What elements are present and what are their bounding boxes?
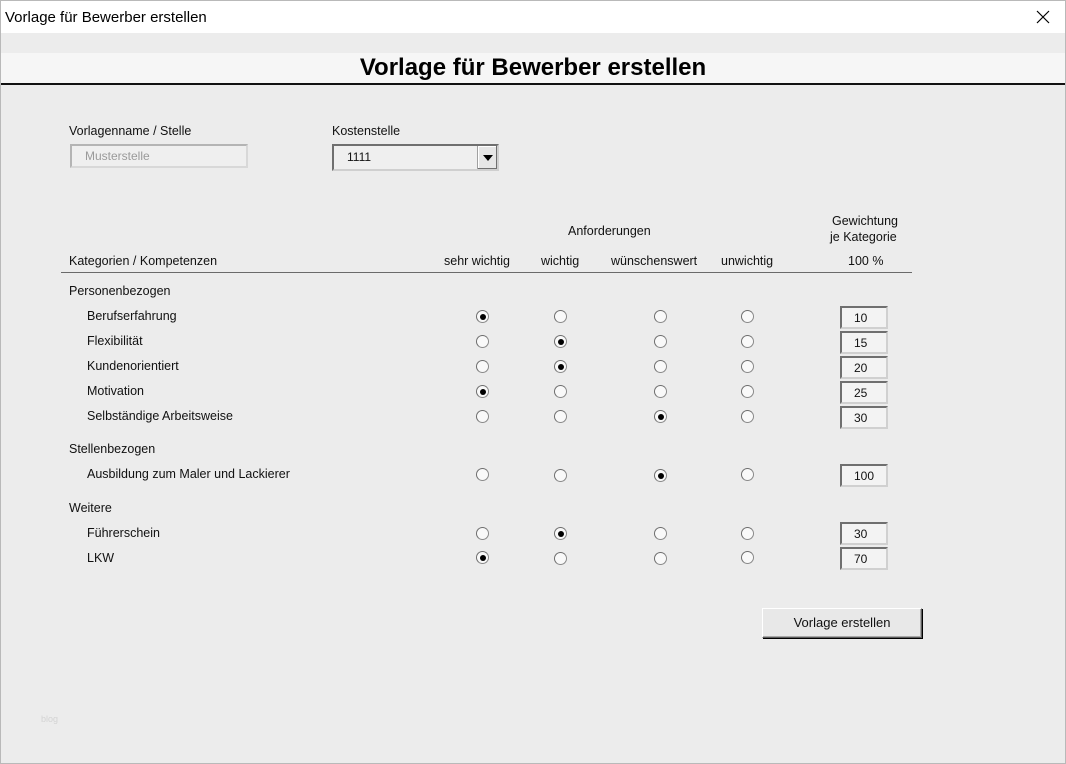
radio-desirable[interactable] <box>654 335 667 348</box>
section-title-personal: Personenbezogen <box>69 284 171 298</box>
row-label: Führerschein <box>87 526 160 540</box>
radio-very-important[interactable] <box>476 410 489 423</box>
radio-unimportant[interactable] <box>741 551 754 564</box>
template-name-field[interactable]: Musterstelle <box>70 144 248 168</box>
radio-very-important[interactable] <box>476 360 489 373</box>
weight-field[interactable]: 30 <box>840 406 888 429</box>
radio-unimportant[interactable] <box>741 385 754 398</box>
radio-unimportant[interactable] <box>741 468 754 481</box>
column-header-unimportant: unwichtig <box>721 254 774 268</box>
column-header-important: wichtig <box>541 254 580 268</box>
radio-very-important[interactable] <box>476 385 489 398</box>
row-label: Ausbildung zum Maler und Lackierer <box>87 467 290 481</box>
window-title: Vorlage für Bewerber erstellen <box>5 9 207 26</box>
page-title: Vorlage für Bewerber erstellen <box>359 54 707 81</box>
row-label: Selbständige Arbeitsweise <box>87 409 233 423</box>
header-divider <box>61 272 912 273</box>
weight-field[interactable]: 15 <box>840 331 888 354</box>
radio-desirable[interactable] <box>654 385 667 398</box>
cost-center-label: Kostenstelle <box>332 124 401 138</box>
section-title-job: Stellenbezogen <box>69 442 156 456</box>
radio-very-important[interactable] <box>476 310 489 323</box>
row-label: Kundenorientiert <box>87 359 179 373</box>
dropdown-button[interactable] <box>477 146 497 169</box>
weight-header-3: 100 % <box>848 254 884 268</box>
weight-header-2: je Kategorie <box>830 230 897 244</box>
watermark: blog <box>41 714 59 724</box>
radio-desirable[interactable] <box>654 527 667 540</box>
radio-unimportant[interactable] <box>741 410 754 423</box>
radio-very-important[interactable] <box>476 335 489 348</box>
category-header: Kategorien / Kompetenzen <box>69 254 218 268</box>
weight-field[interactable]: 25 <box>840 381 888 404</box>
weight-field[interactable]: 100 <box>840 464 888 487</box>
title-bar <box>1 1 1065 33</box>
cost-center-value: 1111 <box>347 150 372 164</box>
template-name-label: Vorlagenname / Stelle <box>69 124 192 138</box>
radio-unimportant[interactable] <box>741 360 754 373</box>
radio-very-important[interactable] <box>476 468 489 481</box>
radio-important[interactable] <box>554 360 567 373</box>
radio-very-important[interactable] <box>476 527 489 540</box>
weight-field[interactable]: 20 <box>840 356 888 379</box>
section-title-other: Weitere <box>69 501 112 515</box>
create-template-button[interactable]: Vorlage erstellen <box>762 608 922 638</box>
radio-unimportant[interactable] <box>741 310 754 323</box>
radio-important[interactable] <box>554 527 567 540</box>
row-label: Berufserfahrung <box>87 309 177 323</box>
radio-unimportant[interactable] <box>741 527 754 540</box>
radio-important[interactable] <box>554 410 567 423</box>
cost-center-dropdown[interactable] <box>332 144 499 171</box>
chevron-down-icon <box>483 155 493 161</box>
radio-desirable[interactable] <box>654 360 667 373</box>
row-label: Flexibilität <box>87 334 143 348</box>
column-header-very-important: sehr wichtig <box>444 254 510 268</box>
column-header-desirable: wünschenswert <box>611 254 698 268</box>
radio-important[interactable] <box>554 552 567 565</box>
radio-important[interactable] <box>554 469 567 482</box>
weight-field[interactable]: 30 <box>840 522 888 545</box>
row-label: Motivation <box>87 384 144 398</box>
radio-important[interactable] <box>554 335 567 348</box>
weight-header-1: Gewichtung <box>832 214 899 228</box>
radio-very-important[interactable] <box>476 551 489 564</box>
weight-field[interactable]: 70 <box>840 547 888 570</box>
radio-desirable[interactable] <box>654 552 667 565</box>
close-icon <box>1036 10 1050 24</box>
radio-desirable[interactable] <box>654 410 667 423</box>
requirements-header: Anforderungen <box>568 224 651 238</box>
radio-desirable[interactable] <box>654 310 667 323</box>
radio-important[interactable] <box>554 385 567 398</box>
radio-important[interactable] <box>554 310 567 323</box>
row-label: LKW <box>87 551 115 565</box>
weight-field[interactable]: 10 <box>840 306 888 329</box>
header-band <box>1 53 1065 85</box>
close-button[interactable] <box>1021 1 1065 33</box>
radio-desirable[interactable] <box>654 469 667 482</box>
radio-unimportant[interactable] <box>741 335 754 348</box>
